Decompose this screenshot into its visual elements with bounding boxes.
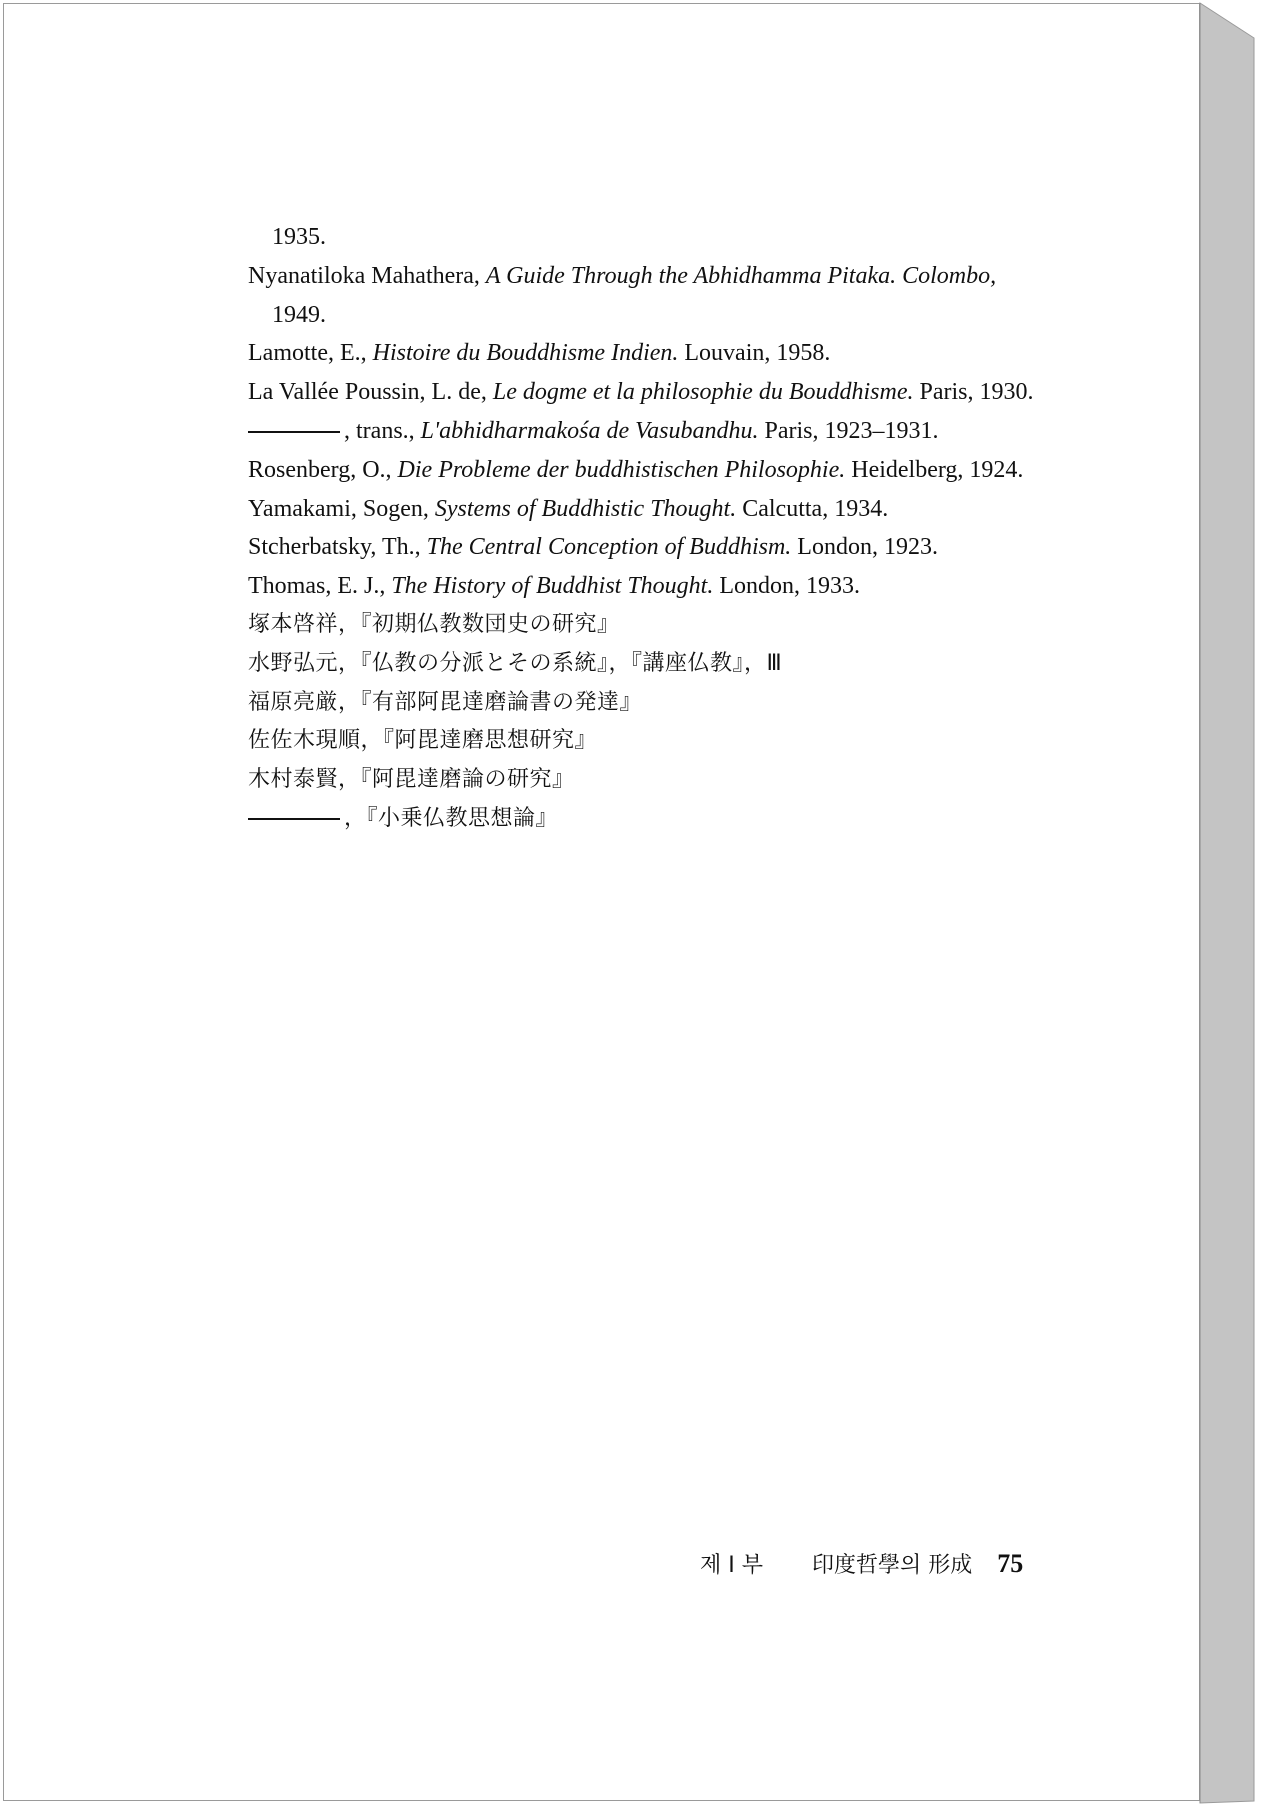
list-item: 水野弘元，『仏教の分派とその系統』，『講座仏教』，Ⅲ <box>248 650 783 676</box>
list-item: 木村泰賢，『阿毘達磨論の研究』 <box>248 767 575 793</box>
list-item: Yamakami, Sogen, Systems of Buddhistic Thought. Calcutta, 1934. <box>248 495 889 522</box>
list-item: ，『小乗仏教思想論』 <box>248 800 1048 839</box>
page-number: 75 <box>997 1549 1024 1578</box>
list-item: 1935. <box>272 224 326 250</box>
list-item: Nyanatiloka Mahathera, A Guide Through the Abhidhamma Pitaka. Colombo, 1949. <box>248 262 997 328</box>
list-item: Stcherbatsky, Th., The Central Conception of Buddhism. London, 1923. <box>248 534 938 561</box>
list-item: La Vallée Poussin, L. de, Le dogme et la philosophie du Bouddhisme. Paris, 1930. <box>248 379 1034 406</box>
running-title: 印度哲學의 形成 <box>811 1553 973 1578</box>
list-item: Thomas, E. J., The History of Buddhist Thought. London, 1933. <box>248 573 861 600</box>
page-footer <box>700 1548 1023 1579</box>
list-item: 佐佐木現順，『阿毘達磨思想研究』 <box>248 728 598 754</box>
list-item: Rosenberg, O., Die Probleme der buddhistischen Philosophie. Heidelberg, 1924. <box>248 456 1024 483</box>
list-item: 塚本啓祥，『初期仏教数団史の研究』 <box>248 611 620 637</box>
list-item: , trans., L'abhidharmakośa de Vasubandhu. Paris, 1923–1931. <box>248 412 1048 451</box>
list-item: 福原亮厳，『有部阿毘達磨論書の発達』 <box>248 689 643 715</box>
ditto-dash <box>248 431 340 433</box>
part-label: 제 I 부 <box>700 1553 763 1578</box>
bibliography-list <box>248 218 1048 839</box>
list-item: Lamotte, E., Histoire du Bouddhisme Indien. Louvain, 1958. <box>248 340 831 367</box>
ditto-dash <box>248 818 340 820</box>
